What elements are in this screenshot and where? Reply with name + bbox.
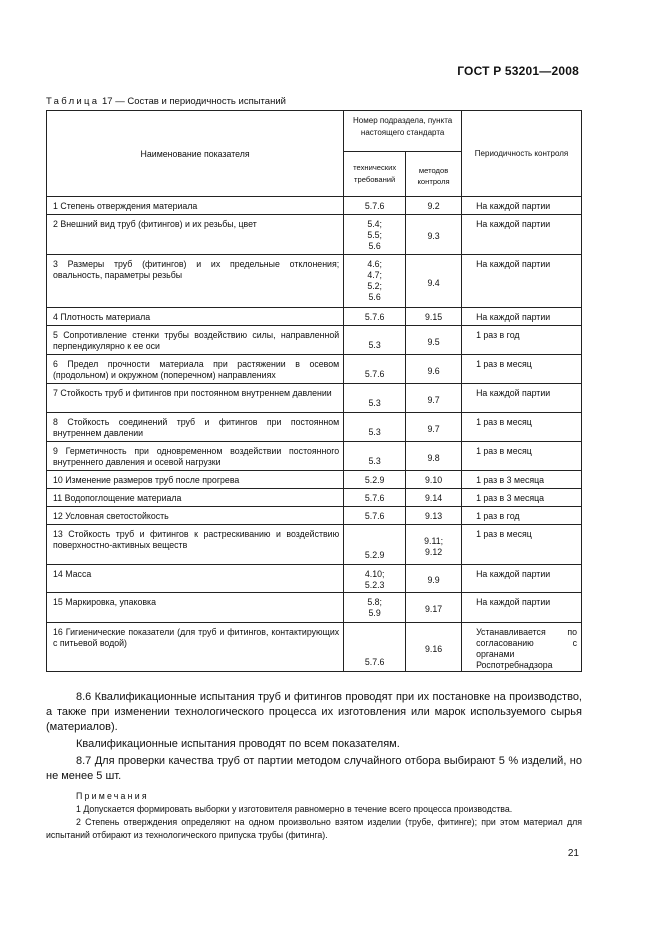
table-row bbox=[47, 623, 582, 672]
cell-methods bbox=[406, 215, 462, 255]
cell-period: 1 раз в месяц bbox=[462, 355, 582, 384]
col-header-methods: методов контроля bbox=[406, 152, 462, 197]
cell-period: На каждой партии bbox=[462, 255, 582, 308]
method-ref: 9.6 bbox=[427, 365, 440, 376]
cell-requirements bbox=[344, 413, 406, 442]
cell-period: 1 раз в месяц bbox=[462, 442, 582, 471]
requirement-ref: 5.7.6 bbox=[364, 493, 385, 503]
requirement-ref: 5.7.6 bbox=[364, 312, 385, 322]
cell-methods bbox=[406, 384, 462, 413]
cell-requirements bbox=[344, 197, 406, 215]
requirement-ref: 5.2.3 bbox=[364, 580, 385, 590]
cell-period: Устанавливается по согласованию с органами Роспотребнадзора bbox=[462, 623, 582, 672]
cell-indicator-name: 7 Стойкость труб и фитингов при постоянном внутреннем давлении bbox=[47, 384, 344, 413]
cell-methods bbox=[406, 489, 462, 507]
requirement-ref: 5.5; bbox=[367, 230, 382, 240]
notes bbox=[46, 790, 582, 842]
cell-period: 1 раз в месяц bbox=[462, 413, 582, 442]
requirement-ref: 5.7.6 bbox=[364, 201, 385, 211]
table-row bbox=[47, 197, 582, 215]
cell-period: 1 раз в год bbox=[462, 507, 582, 525]
cell-indicator-name: 1 Степень отверждения материала bbox=[47, 197, 344, 215]
requirement-ref: 5.3 bbox=[368, 340, 381, 350]
cell-methods bbox=[406, 471, 462, 489]
cell-indicator-name: 5 Сопротивление стенки трубы воздействию силы, направленной перпендикулярно к ее оси bbox=[47, 326, 344, 355]
table-row bbox=[47, 442, 582, 471]
cell-indicator-name: 4 Плотность материала bbox=[47, 308, 344, 326]
requirement-ref: 5.7.6 bbox=[364, 657, 385, 667]
cell-methods bbox=[406, 623, 462, 672]
col-header-subsection: Номер подраздела, пункта настоящего стандарта bbox=[344, 111, 462, 152]
requirement-ref: 5.9 bbox=[368, 608, 381, 618]
method-ref: 9.13 bbox=[425, 511, 443, 521]
cell-requirements bbox=[344, 442, 406, 471]
table-row bbox=[47, 507, 582, 525]
cell-requirements bbox=[344, 384, 406, 413]
cell-methods bbox=[406, 525, 462, 565]
requirement-ref: 5.2.9 bbox=[364, 475, 385, 485]
table-caption-word: Таблица bbox=[46, 96, 100, 107]
cell-indicator-name: 15 Маркировка, упаковка bbox=[47, 593, 344, 623]
method-ref: 9.9 bbox=[427, 575, 440, 585]
table-row bbox=[47, 355, 582, 384]
requirement-ref: 5.7.6 bbox=[364, 511, 385, 521]
col-header-period: Периодичность контроля bbox=[462, 111, 582, 197]
tests-table bbox=[46, 110, 582, 672]
cell-methods bbox=[406, 565, 462, 593]
requirement-ref: 5.6 bbox=[368, 241, 381, 251]
paragraph-8-6-continued: Квалификационные испытания проводят по всем показателям. bbox=[76, 738, 400, 750]
paragraphs bbox=[46, 690, 582, 784]
requirement-ref: 5.4; bbox=[367, 219, 382, 229]
requirement-ref: 5.3 bbox=[368, 398, 381, 408]
method-ref: 9.7 bbox=[427, 423, 440, 434]
cell-requirements bbox=[344, 565, 406, 593]
paragraph-8-7: 8.7 Для проверки качества труб от партии методом случайного отбора выбирают 5 % изделий, но не менее 5 шт. bbox=[46, 755, 582, 782]
cell-period: На каждой партии bbox=[462, 384, 582, 413]
cell-indicator-name: 16 Гигиенические показатели (для труб и фитингов, контактирующих с питьевой водой) bbox=[47, 623, 344, 672]
cell-requirements bbox=[344, 355, 406, 384]
method-ref: 9.16 bbox=[425, 643, 443, 654]
cell-indicator-name: 13 Стойкость труб и фитингов к растрескиванию и воздействию поверхностно-активных веществ bbox=[47, 525, 344, 565]
cell-period: На каждой партии bbox=[462, 215, 582, 255]
cell-indicator-name: 12 Условная светостойкость bbox=[47, 507, 344, 525]
cell-methods bbox=[406, 355, 462, 384]
cell-requirements bbox=[344, 593, 406, 623]
cell-indicator-name: 14 Масса bbox=[47, 565, 344, 593]
cell-methods bbox=[406, 326, 462, 355]
requirement-ref: 4.10; bbox=[364, 569, 385, 579]
paragraph-8-6: 8.6 Квалификационные испытания труб и фитингов проводят при их постановке на производство, а также при изменении технологического процесса их изготовления или марок используемого сырья (материалов). bbox=[46, 691, 582, 733]
cell-indicator-name: 10 Изменение размеров труб после прогрева bbox=[47, 471, 344, 489]
requirement-ref: 5.3 bbox=[368, 427, 381, 437]
table-row bbox=[47, 565, 582, 593]
method-ref: 9.8 bbox=[427, 452, 440, 463]
cell-methods bbox=[406, 442, 462, 471]
cell-requirements bbox=[344, 215, 406, 255]
cell-methods bbox=[406, 255, 462, 308]
method-ref: 9.17 bbox=[425, 604, 443, 614]
table-row bbox=[47, 326, 582, 355]
cell-period: На каждой партии bbox=[462, 197, 582, 215]
table-row bbox=[47, 471, 582, 489]
cell-indicator-name: 9 Герметичность при одновременном воздействии постоянного внутреннего давления и осевой нагрузки bbox=[47, 442, 344, 471]
method-ref: 9.15 bbox=[425, 312, 443, 322]
cell-methods bbox=[406, 308, 462, 326]
table-row bbox=[47, 215, 582, 255]
cell-indicator-name: 8 Стойкость соединений труб и фитингов при постоянном внутреннем давлении bbox=[47, 413, 344, 442]
cell-requirements bbox=[344, 525, 406, 565]
requirement-ref: 5.7.6 bbox=[364, 369, 385, 379]
cell-requirements bbox=[344, 471, 406, 489]
method-ref: 9.3 bbox=[427, 231, 440, 241]
method-ref: 9.7 bbox=[427, 394, 440, 405]
cell-indicator-name: 3 Размеры труб (фитингов) и их предельные отклонения; овальность, параметры резьбы bbox=[47, 255, 344, 308]
col-header-name: Наименование показателя bbox=[47, 111, 344, 197]
note-2: 2 Степень отверждения определяют на одном произвольно взятом изделии (трубе, фитинге); при этом материал для испытаний отбирают из технологического припуска трубы (фитинга). bbox=[46, 817, 582, 840]
document-code: ГОСТ Р 53201—2008 bbox=[457, 64, 579, 78]
cell-period: 1 раз в 3 месяца bbox=[462, 471, 582, 489]
col-header-requirements: технических требований bbox=[344, 152, 406, 197]
page-number: 21 bbox=[567, 848, 579, 859]
requirement-ref: 5.3 bbox=[368, 456, 381, 466]
table-row bbox=[47, 593, 582, 623]
table-caption-title: 17 — Состав и периодичность испытаний bbox=[99, 96, 286, 107]
cell-period: 1 раз в 3 месяца bbox=[462, 489, 582, 507]
requirement-ref: 5.2; bbox=[367, 281, 382, 291]
cell-requirements bbox=[344, 308, 406, 326]
method-ref: 9.5 bbox=[427, 336, 440, 347]
note-1: 1 Допускается формировать выборки у изготовителя равномерно в течение всего процесса производства. bbox=[76, 804, 513, 814]
table-caption bbox=[46, 96, 286, 107]
method-ref: 9.11; 9.12 bbox=[424, 535, 444, 557]
cell-indicator-name: 11 Водопоглощение материала bbox=[47, 489, 344, 507]
table-row bbox=[47, 384, 582, 413]
cell-requirements bbox=[344, 255, 406, 308]
cell-methods bbox=[406, 507, 462, 525]
table-row bbox=[47, 489, 582, 507]
requirement-ref: 4.6; bbox=[367, 259, 382, 269]
cell-period: 1 раз в месяц bbox=[462, 525, 582, 565]
method-ref: 9.2 bbox=[427, 201, 440, 211]
table-row bbox=[47, 413, 582, 442]
cell-methods bbox=[406, 593, 462, 623]
method-ref: 9.10 bbox=[425, 475, 443, 485]
table-row bbox=[47, 525, 582, 565]
cell-requirements bbox=[344, 489, 406, 507]
cell-period: На каждой партии bbox=[462, 565, 582, 593]
cell-period: 1 раз в год bbox=[462, 326, 582, 355]
method-ref: 9.4 bbox=[427, 277, 440, 288]
requirement-ref: 5.8; bbox=[367, 597, 382, 607]
requirement-ref: 5.6 bbox=[368, 292, 381, 302]
notes-title: Примечания bbox=[76, 791, 149, 801]
table-row bbox=[47, 308, 582, 326]
cell-methods bbox=[406, 413, 462, 442]
cell-methods bbox=[406, 197, 462, 215]
cell-requirements bbox=[344, 507, 406, 525]
table-row bbox=[47, 255, 582, 308]
method-ref: 9.14 bbox=[425, 493, 443, 503]
cell-indicator-name: 6 Предел прочности материала при растяжении в осевом (продольном) и окружном (поперечном) направлениях bbox=[47, 355, 344, 384]
requirement-ref: 4.7; bbox=[367, 270, 382, 280]
cell-indicator-name: 2 Внешний вид труб (фитингов) и их резьбы, цвет bbox=[47, 215, 344, 255]
cell-period: На каждой партии bbox=[462, 308, 582, 326]
cell-requirements bbox=[344, 326, 406, 355]
cell-period: На каждой партии bbox=[462, 593, 582, 623]
cell-requirements bbox=[344, 623, 406, 672]
requirement-ref: 5.2.9 bbox=[364, 550, 385, 560]
